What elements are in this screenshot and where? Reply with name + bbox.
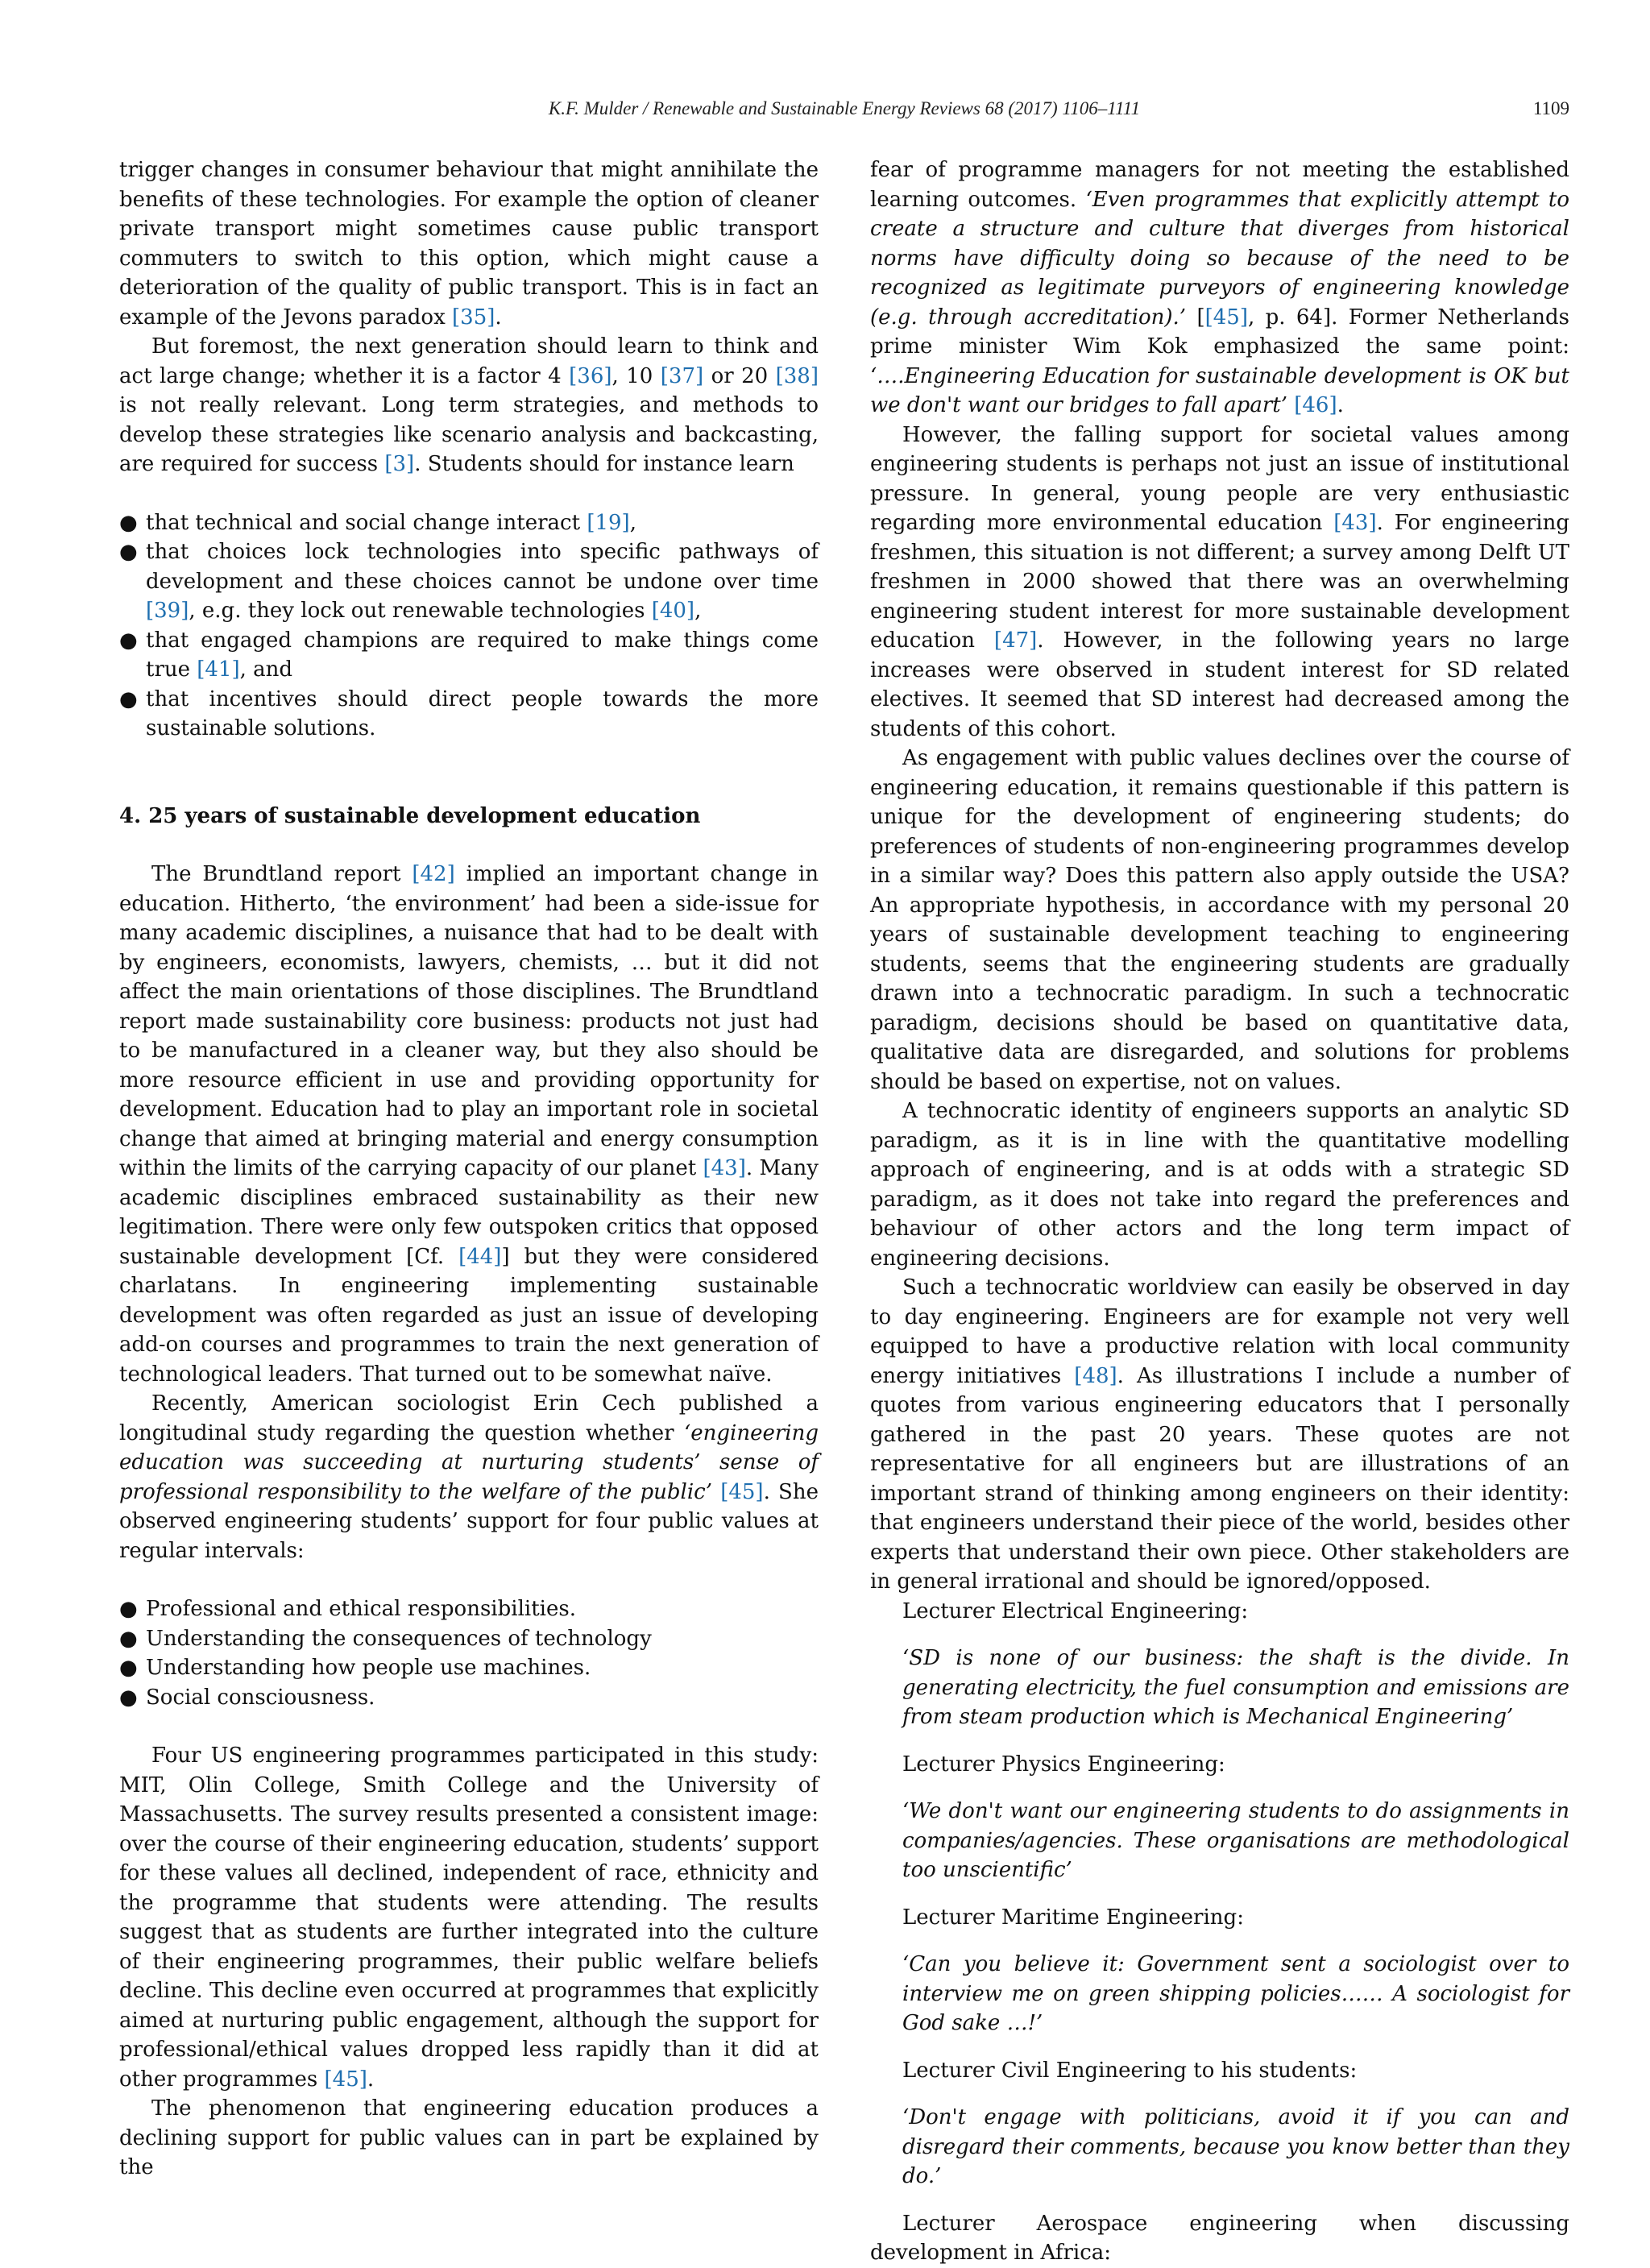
left-column <box>119 155 819 2183</box>
list-item: ● Understanding the consequences of technology <box>119 1624 819 1654</box>
citation-link[interactable]: [45] <box>324 2067 367 2092</box>
citation-link[interactable]: [43] <box>1333 511 1377 535</box>
quote: ‘We don't want our engineering students to do assignments in companies/agencies. These organisations are methodological too unscientific’ <box>902 1799 1569 1882</box>
paragraph: Recently, American sociologist Erin Cech published a longitudinal study regarding the question whether ‘engineering education was succeeding at nurturing students’ sense of professional responsibility to the welfare of the public’ [45]. She observed engineering students’ support for four public values at regular intervals: <box>119 1391 819 1563</box>
paragraph: Four US engineering programmes participated in this study: MIT, Olin College, Smith College and the University of Massachusetts. The survey results presented a consistent image: over the course of their engineering education, students’ support for these values all declined, independent of race, ethnicity and the programme that students were attending. The results suggest that as students are further integrated into the culture of their engineering programmes, their public welfare beliefs decline. This decline even occurred at programmes that explicitly aimed at nurturing public engagement, although the support for professional/ethical values dropped less rapidly than it did at other programmes [45]. <box>119 1743 819 2092</box>
citation-link[interactable]: [40] <box>651 599 695 623</box>
journal-citation: K.F. Mulder / Renewable and Sustainable Energy Reviews 68 (2017) 1106–1111 <box>548 98 1141 118</box>
bullet-icon: ● <box>119 540 138 564</box>
bullet-icon: ● <box>119 1626 138 1651</box>
list-item: ● that engaged champions are required to make things come true [41], and <box>119 626 819 685</box>
bullet-icon: ● <box>119 628 138 653</box>
paragraph: However, the falling support for societal values among engineering students is perhaps not just an issue of institutional pressure. In general, young people are very enthusiastic regarding more environmental education [43]. For engineering freshmen, this situation is not different; a survey among Delft UT freshmen in 2000 showed that there was an overwhelming engineering student interest for more sustainable development education [47]. However, in the following years no large increases were observed in student interest for SD related electives. It seemed that SD interest had decreased among the students of this cohort. <box>870 422 1570 741</box>
citation-link[interactable]: [38] <box>775 363 819 388</box>
citation-link[interactable]: [46] <box>1294 393 1337 417</box>
citation-link[interactable]: [44] <box>458 1244 502 1269</box>
citation-link[interactable]: [35] <box>452 305 495 330</box>
paragraph: But foremost, the next generation should learn to think and act large change; whether it is a factor 4 [36], 10 [37] or 20 [38] is not really relevant. Long term strategies, and methods to develop these strategies like scenario analysis and backcasting, are required for success [3]. Students should for instance learn <box>119 334 819 476</box>
list-item: ● that choices lock technologies into specific pathways of development and these choices cannot be undone over time [39], e.g. they lock out renewable technologies [40], <box>119 537 819 626</box>
paragraph: The Brundtland report [42] implied an important change in education. Hitherto, ‘the environment’ had been a side-issue for many academic disciplines, a nuisance that had to be dealt with by engineers, economists, lawyers, chemists, … but it did not affect the main orientations of those disciplines. The Brundtland report made sustainability core business: products not just had to be manufactured in a cleaner way, but they also should be more resource efficient in use and providing opportunity for development. Education had to play an important role in societal change that aimed at bringing material and energy consumption within the limits of the carrying capacity of our planet [43]. Many academic disciplines embraced sustainability as their new legitimation. There were only few outspoken critics that opposed sustainable development [Cf. [44]] but they were considered charlatans. In engineering implementing sustainable development was often regarded as just an issue of developing add-on courses and programmes to train the next generation of technological leaders. That turned out to be somewhat naïve. <box>119 862 819 1387</box>
citation-link[interactable]: [47] <box>993 628 1038 653</box>
quote-speaker: Lecturer Civil Engineering to his students: <box>902 2058 1358 2083</box>
list-item: ● that technical and social change interact [19], <box>119 508 819 538</box>
paragraph: As engagement with public values declines over the course of engineering education, it remains questionable if this pattern is unique for the development of engineering students; do preferences of students of non-engineering programmes develop in a similar way? Does this pattern also apply outside the USA? An appropriate hypothesis, in accordance with my personal 20 years of sustainable development teaching to engineering students, seems that the engineering students are gradually drawn into a technocratic paradigm. In such a technocratic paradigm, decisions should be based on quantitative data, qualitative data are disregarded, and solutions for problems should be based on expertise, not on values. <box>870 746 1569 1094</box>
citation-link[interactable]: [42] <box>412 862 455 886</box>
right-column <box>870 155 1569 2268</box>
paragraph: Such a technocratic worldview can easily be observed in day to day engineering. Engineers are for example not very well equipped to have a productive relation with local community energy initiatives [48]. As illustrations I include a number of quotes from various engineering educators that I personally gathered in the past 20 years. These quotes are not representative for all engineers but are illustrations of an important strand of thinking among engineers on their identity: that engineers understand their piece of the world, besides other experts that understand their own piece. Other stakeholders are in general irrational and should be ignored/opposed. <box>870 1275 1569 1594</box>
bullet-icon: ● <box>119 686 138 711</box>
citation-link[interactable]: [37] <box>660 363 704 388</box>
list-item: ● Professional and ethical responsibilities. <box>119 1594 819 1624</box>
citation-link[interactable]: [45] <box>1204 305 1248 330</box>
citation-link[interactable]: [19] <box>587 510 630 535</box>
quote: ‘Can you believe it: Government sent a sociologist over to interview me on green shipping policies…… A sociologist for God sake …!’ <box>902 1952 1569 2035</box>
quote-speaker: Lecturer Maritime Engineering: <box>902 1905 1244 1930</box>
citation-link[interactable]: [3] <box>384 452 415 476</box>
citation-link[interactable]: [39] <box>146 599 189 623</box>
citation-link[interactable]: [43] <box>703 1156 746 1180</box>
bullet-icon: ● <box>119 510 138 535</box>
quote-speaker: Lecturer Physics Engineering: <box>902 1752 1225 1777</box>
list-item: ● Social consciousness. <box>119 1683 819 1713</box>
citation-link[interactable]: [48] <box>1074 1363 1117 1388</box>
list-item: ● that incentives should direct people towards the more sustainable solutions. <box>119 685 819 744</box>
bullet-icon: ● <box>119 1685 138 1710</box>
quote-speaker: Lecturer Aerospace engineering when discussing development in Africa: <box>870 2211 1569 2265</box>
bullet-list <box>119 508 819 744</box>
page-number: 1109 <box>1532 98 1569 118</box>
citation-link[interactable]: [36] <box>569 363 612 388</box>
running-header <box>119 98 1569 127</box>
public-values-list <box>119 1594 819 1712</box>
citation-link[interactable]: [41] <box>197 657 240 682</box>
citation-link[interactable]: [45] <box>720 1479 764 1504</box>
quote: ‘Don't engage with politicians, avoid it if you can and disregard their comments, because you know better than they do.’ <box>902 2105 1569 2188</box>
bullet-icon: ● <box>119 1597 138 1621</box>
section-heading: 4. 25 years of sustainable development education <box>119 803 701 828</box>
quote-speaker: Lecturer Electrical Engineering: <box>902 1598 1249 1623</box>
bullet-icon: ● <box>119 1656 138 1680</box>
paragraph: fear of programme managers for not meeting the established learning outcomes. ‘Even programmes that explicitly attempt to create a structure and culture that diverges from historical norms have difficulty doing so because of the need to be recognized as legitimate purveyors of engineering knowledge (e.g. through accreditation).’ [[45], p. 64]. Former Netherlands prime minister Wim Kok emphasized the same point: ‘….Engineering Education for sustainable development is OK but we don't want our bridges to fall apart’ [46]. <box>870 158 1570 417</box>
list-item: ● Understanding how people use machines. <box>119 1653 819 1683</box>
quote: ‘SD is none of our business: the shaft is the divide. In generating electricity, the fuel consumption and emissions are from steam production which is Mechanical Engineering’ <box>902 1646 1569 1729</box>
paragraph: trigger changes in consumer behaviour that might annihilate the benefits of these technologies. For example the option of cleaner private transport might sometimes cause public transport commuters to switch to this option, which might cause a deterioration of the quality of public transport. This is in fact an example of the Jevons paradox [35]. <box>119 158 819 330</box>
paragraph: The phenomenon that engineering education produces a declining support for public values can in part be explained by the <box>119 2096 819 2179</box>
paragraph: A technocratic identity of engineers supports an analytic SD paradigm, as it is in line with the quantitative modelling approach of engineering, and is at odds with a strategic SD paradigm, as it does not take into regard the preferences and behaviour of other actors and the long term impact of engineering decisions. <box>870 1099 1569 1271</box>
